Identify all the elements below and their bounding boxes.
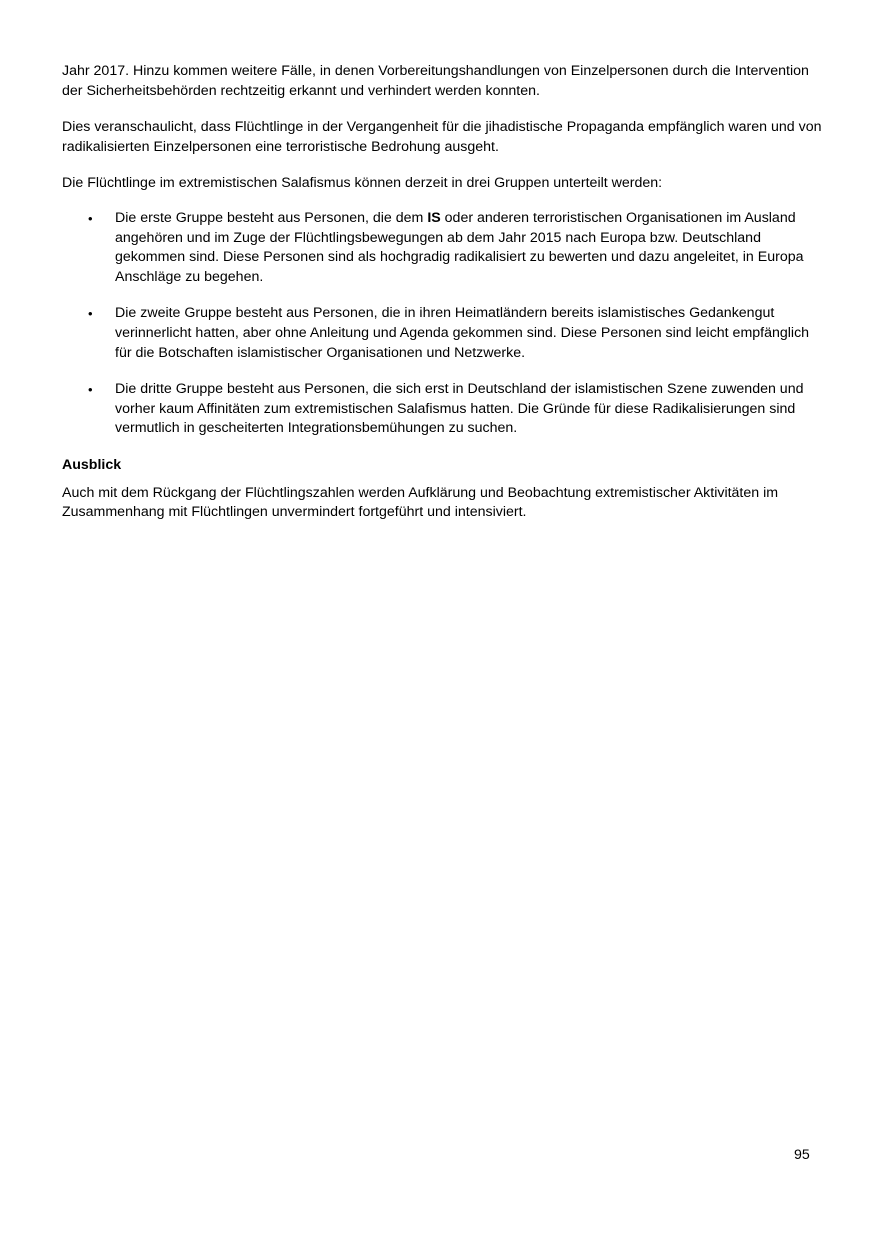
group-1-text-end: oder anderen terroristischen Organisationen im Ausland angehören und im Zuge der Flüchtlingsbewegungen ab dem Jahr 2015 nach Europa bzw. Deutschland gekommen sind. Diese Personen sind als hochgradig radikalisiert zu bewerten und dazu angeleitet, in Europa Anschläge zu begehen. — [115, 209, 804, 285]
bullet-icon: • — [88, 306, 93, 322]
paragraph-intervention: Jahr 2017. Hinzu kommen weitere Fälle, in denen Vorbereitungshandlungen von Einzelpersonen durch die Intervention der Sicherheitsbehörden rechtzeitig erkannt und verhindert werden konnten. — [62, 63, 809, 99]
page-number: 95 — [794, 1147, 810, 1163]
group-1-text-start: Die erste Gruppe besteht aus Personen, die dem — [115, 209, 428, 226]
bullet-icon: • — [88, 210, 93, 226]
paragraph-outlook: Auch mit dem Rückgang der Flüchtlingszahlen werden Aufklärung und Beobachtung extremistischer Aktivitäten im Zusammenhang mit Flüchtlingen unvermindert fortgeführt und intensiviert. — [62, 484, 779, 521]
list-item-group-2 — [62, 304, 822, 363]
list-item-group-3 — [62, 380, 822, 439]
group-3-text: Die dritte Gruppe besteht aus Personen, die sich erst in Deutschland der islamistischen Szene zuwenden und vorher kaum Affinitäten zum extremistischen Salafismus hatten. Die Gründe für diese Radikalisierungen sind vermutlich in gescheiterten Integrationsbemühungen zu suchen. — [115, 381, 804, 437]
group-2-text: Die zweite Gruppe besteht aus Personen, die in ihren Heimatländern bereits islamistisches Gedankengut verinnerlicht hatten, aber ohne Anleitung und Agenda gekommen sind. Diese Personen sind leicht empfänglich für die Botschaften islamistischer Organisationen und Netzwerke. — [115, 305, 810, 361]
groups-list — [62, 209, 822, 439]
section-heading-outlook: Ausblick — [62, 456, 122, 473]
bullet-icon: • — [88, 382, 93, 398]
group-1-bold-term: IS — [427, 209, 441, 226]
list-item-group-1 — [62, 209, 822, 287]
page-body — [62, 62, 822, 540]
paragraph-groups-intro: Die Flüchtlinge im extremistischen Salafismus können derzeit in drei Gruppen unterteilt werden: — [62, 175, 663, 192]
paragraph-propaganda: Dies veranschaulicht, dass Flüchtlinge in der Vergangenheit für die jihadistische Propaganda empfänglich waren und von radikalisierten Einzelpersonen eine terroristische Bedrohung ausgeht. — [62, 119, 822, 155]
